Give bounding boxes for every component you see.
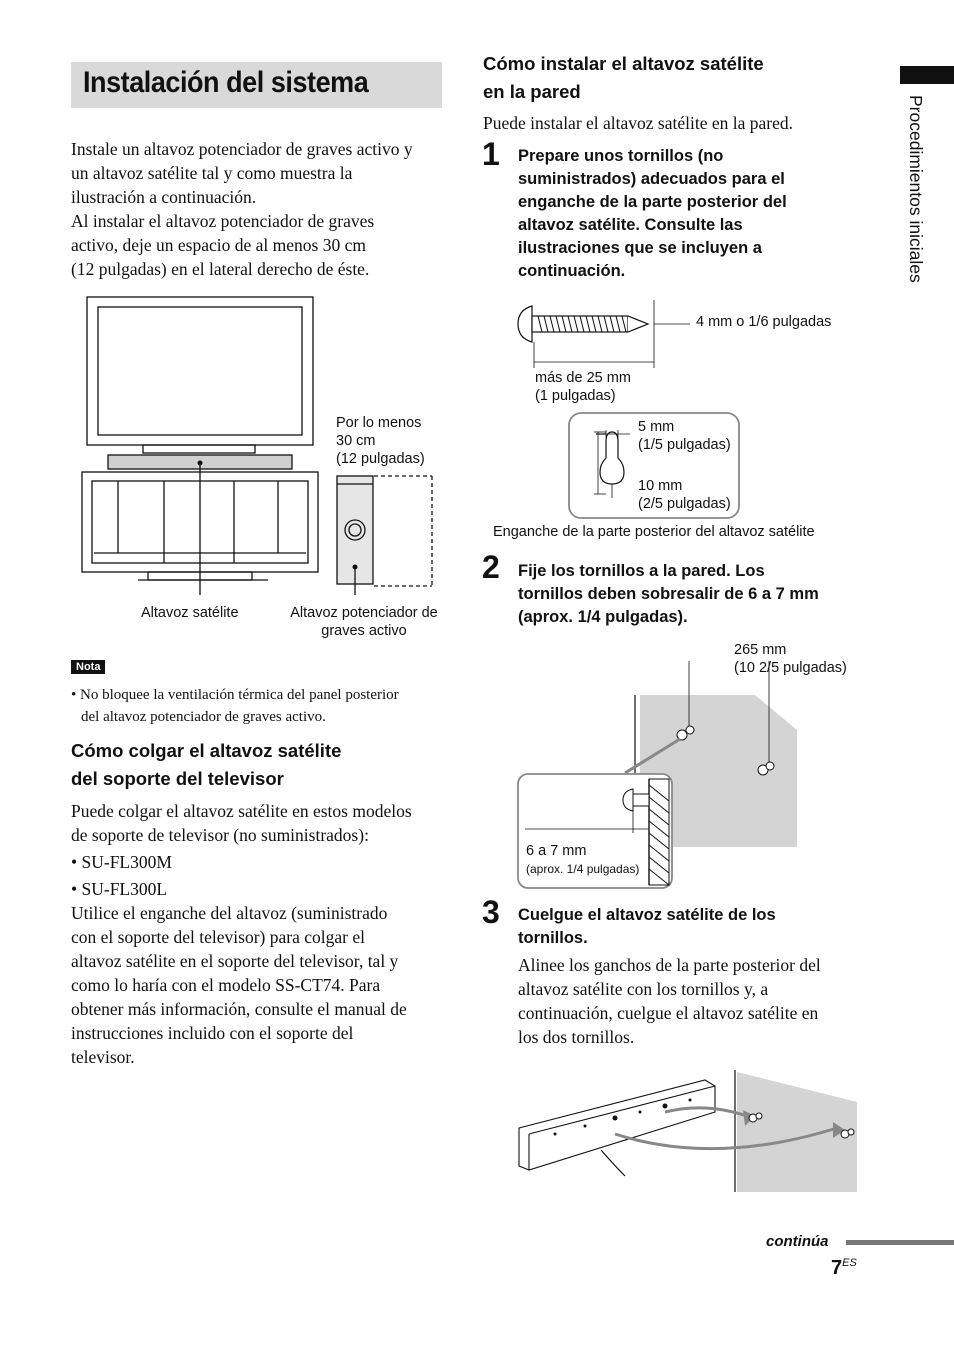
hole-width-line: 5 mm — [638, 419, 675, 435]
step-line: enganche de la parte posterior del — [518, 193, 787, 211]
subwoofer-label — [282, 604, 446, 640]
distance-line: 30 cm — [336, 433, 376, 449]
hang-line: Utilice el enganche del altavoz (suministrado — [71, 903, 388, 923]
intro-line: un altavoz satélite tal y como muestra la — [71, 163, 353, 183]
hole-height-line: 10 mm — [638, 478, 683, 494]
heading-line: Cómo instalar el altavoz satélite — [483, 53, 764, 74]
step-1-text — [518, 145, 787, 283]
distance-line: Por lo menos — [336, 415, 422, 431]
page-title: Instalación del sistema — [83, 66, 369, 99]
screw-length-label — [535, 369, 631, 405]
hang-line: con el soporte del televisor) para colgar el — [71, 927, 365, 947]
section-tab-label: Procedimientos iniciales — [906, 95, 926, 283]
continues-bar — [846, 1240, 954, 1245]
note-text — [71, 684, 399, 728]
section-tab-marker — [900, 66, 954, 84]
hole-width-label — [638, 418, 731, 454]
spacing-line: (10 2/5 pulgadas) — [734, 660, 847, 676]
distance-label — [336, 414, 425, 468]
step-body-line: continuación, cuelgue el altavoz satélite en — [518, 1003, 819, 1023]
hang-line: Puede colgar el altavoz satélite en estos modelos — [71, 801, 412, 821]
page-title-box — [71, 62, 442, 108]
spacing-line: 265 mm — [734, 642, 787, 658]
distance-line: (12 pulgadas) — [336, 451, 425, 467]
note-line: del altavoz potenciador de graves activo. — [81, 709, 326, 725]
intro-text — [71, 137, 451, 281]
step-3-body — [518, 953, 821, 1049]
page-number-value: 7 — [831, 1257, 843, 1279]
satellite-label: Altavoz satélite — [141, 605, 239, 621]
hole-width-line: (1/5 pulgadas) — [638, 437, 731, 453]
step-line: (aprox. 1/4 pulgadas). — [518, 608, 688, 626]
protrude-label — [526, 842, 639, 878]
step-line: ilustraciones que se incluyen a — [518, 239, 762, 257]
intro-line: activo, deje un espacio de al menos 30 cm — [71, 235, 366, 255]
step-2-text — [518, 560, 819, 629]
step-line: Prepare unos tornillos (no — [518, 147, 724, 165]
hang-line: instrucciones incluido con el soporte del — [71, 1023, 354, 1043]
page-suffix: ES — [842, 1257, 857, 1269]
step-line: altavoz satélite. Consulte las — [518, 216, 743, 234]
intro-line: Instale un altavoz potenciador de graves activo y — [71, 139, 413, 159]
step-number: 3 — [482, 894, 500, 930]
step-body-line: altavoz satélite con los tornillos y, a — [518, 979, 769, 999]
intro-line: (12 pulgadas) en el lateral derecho de éste. — [71, 259, 370, 279]
continues-label: continúa — [766, 1233, 829, 1250]
step-line: continuación. — [518, 262, 626, 280]
hang-line: de soporte de televisor (no suministrados): — [71, 825, 369, 845]
model-item: • SU-FL300L — [71, 879, 168, 899]
protrude-line: (aprox. 1/4 pulgadas) — [526, 862, 640, 876]
heading-line: Cómo colgar el altavoz satélite — [71, 740, 342, 761]
intro-line: ilustración a continuación. — [71, 187, 257, 207]
hang-line: altavoz satélite en el soporte del televisor, tal y — [71, 951, 399, 971]
step-number: 2 — [482, 549, 500, 585]
protrude-line: 6 a 7 mm — [526, 843, 587, 859]
screw-illustration — [512, 296, 692, 376]
hang-line: televisor. — [71, 1047, 135, 1067]
heading-line: del soporte del televisor — [71, 768, 284, 789]
length-line: (1 pulgadas) — [535, 388, 616, 404]
model-item: • SU-FL300M — [71, 852, 172, 872]
step-number: 1 — [482, 136, 500, 172]
hang-section-heading — [71, 737, 341, 793]
step-body-line: Alinee los ganchos de la parte posterior del — [518, 955, 821, 975]
screw-spacing-label — [734, 641, 847, 677]
step-line: Fije los tornillos a la pared. Los — [518, 562, 765, 580]
keyhole-caption: Enganche de la parte posterior del altavoz satélite — [493, 524, 815, 540]
step-line: tornillos. — [518, 929, 588, 947]
wall-section-heading — [483, 50, 764, 106]
length-line: más de 25 mm — [535, 370, 631, 386]
page-number — [831, 1257, 857, 1280]
wall-section-intro: Puede instalar el altavoz satélite en la pared. — [483, 113, 794, 133]
step-body-line: los dos tornillos. — [518, 1027, 635, 1047]
hang-section-text — [71, 799, 451, 1069]
hole-height-label — [638, 477, 731, 513]
hang-line: obtener más información, consulte el manual de — [71, 999, 407, 1019]
step-line: tornillos deben sobresalir de 6 a 7 mm — [518, 585, 819, 603]
step-line: suministrados) adecuados para el — [518, 170, 785, 188]
subwoofer-line: graves activo — [321, 623, 407, 639]
note-line: • No bloquee la ventilación térmica del panel posterior — [71, 687, 399, 703]
step-3-text — [518, 904, 776, 950]
intro-line: Al instalar el altavoz potenciador de graves — [71, 211, 375, 231]
heading-line: en la pared — [483, 81, 581, 102]
subwoofer-line: Altavoz potenciador de — [290, 605, 438, 621]
hang-line: como lo haría con el modelo SS-CT74. Para — [71, 975, 381, 995]
note-badge: Nota — [71, 660, 105, 674]
step-line: Cuelgue el altavoz satélite de los — [518, 906, 776, 924]
hole-height-line: (2/5 pulgadas) — [638, 496, 731, 512]
screw-diameter-label: 4 mm o 1/6 pulgadas — [696, 314, 832, 330]
hanging-speaker-illustration — [515, 1066, 860, 1196]
